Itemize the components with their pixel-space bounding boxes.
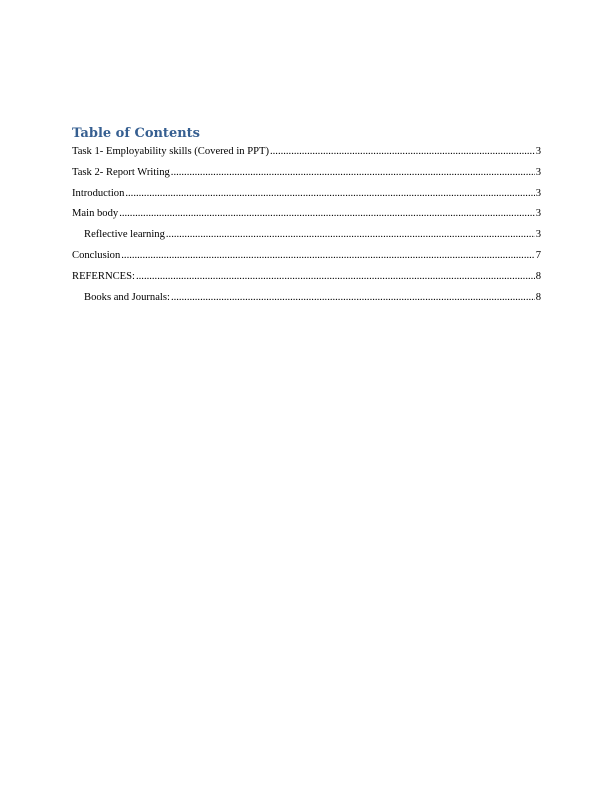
toc-dot-leader — [136, 270, 535, 284]
toc-entry-label: Main body — [72, 208, 119, 220]
toc-dot-leader — [171, 291, 535, 305]
toc-entry-conclusion[interactable] — [72, 249, 541, 270]
toc-entry-page-number: 7 — [535, 249, 541, 261]
table-of-contents — [72, 125, 541, 311]
toc-entry-label: Conclusion — [72, 249, 121, 261]
toc-entry-page-number: 3 — [535, 229, 541, 241]
toc-entry-label: Introduction — [72, 187, 125, 199]
toc-dot-leader — [125, 187, 534, 201]
toc-entry-page-number: 3 — [535, 187, 541, 199]
toc-dot-leader — [166, 228, 535, 242]
toc-entry-books-and-journals[interactable] — [72, 291, 541, 312]
toc-entry-page-number: 8 — [535, 291, 541, 303]
toc-dot-leader — [270, 145, 535, 159]
toc-entry-page-number: 3 — [535, 208, 541, 220]
toc-dot-leader — [121, 249, 534, 263]
toc-entry-label: Task 2- Report Writing — [72, 166, 170, 178]
toc-entry-task-1[interactable] — [72, 145, 541, 166]
toc-dot-leader — [171, 166, 535, 180]
toc-entry-page-number: 3 — [535, 146, 541, 157]
toc-entry-page-number: 3 — [535, 166, 541, 178]
toc-entry-introduction[interactable] — [72, 187, 541, 208]
toc-dot-leader — [119, 207, 535, 221]
toc-entry-task-2[interactable] — [72, 166, 541, 187]
toc-entry-page-number: 8 — [535, 270, 541, 282]
toc-entry-references[interactable] — [72, 270, 541, 291]
toc-title: Table of Contents — [72, 126, 200, 141]
toc-entry-label: Task 1- Employability skills (Covered in PPT) — [72, 146, 269, 157]
toc-entry-label: Books and Journals: — [84, 291, 170, 303]
toc-entry-label: REFERNCES: — [72, 270, 135, 282]
toc-entry-reflective-learning[interactable] — [72, 228, 541, 249]
toc-entry-label: Reflective learning — [84, 229, 165, 241]
toc-entry-main-body[interactable] — [72, 207, 541, 228]
